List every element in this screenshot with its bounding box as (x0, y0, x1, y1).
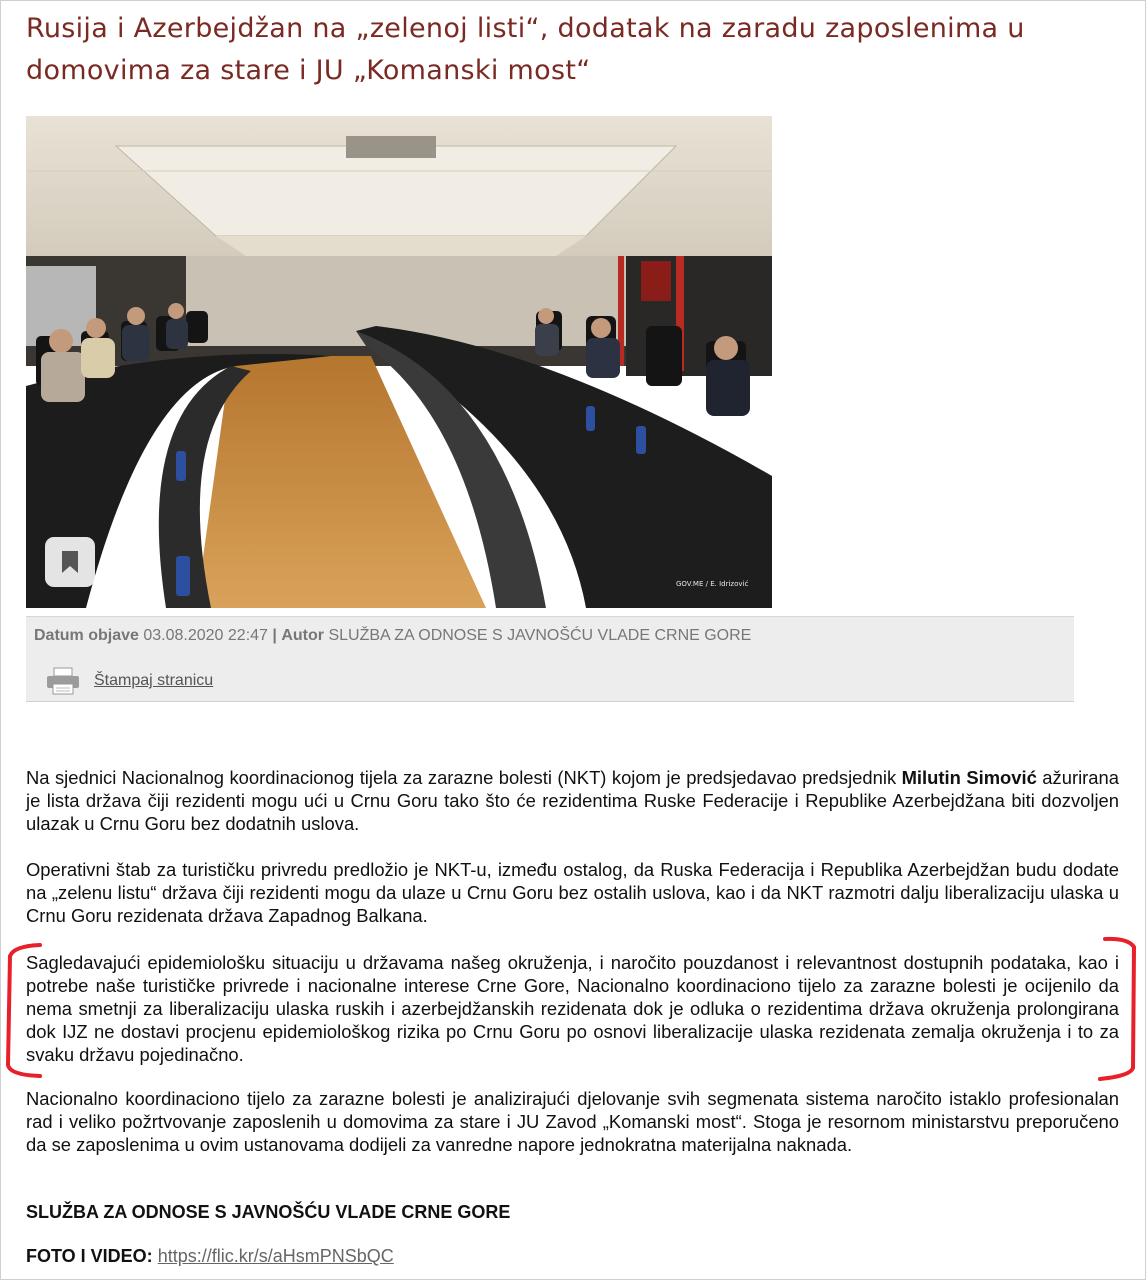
photo-credit: GOV.ME / E. Idrizović (676, 580, 749, 588)
print-page-row[interactable] (46, 665, 213, 697)
p1-text-end: ažurirana je lista država čiji rezidenti mogu ući u Crnu Goru tako što će rezidentima Ruske Federacije i Republike Azerbejdžana biti dozvoljen ulazak u Crnu Goru bez dodatnih uslova. (26, 767, 1119, 834)
paragraph-1 (26, 766, 1119, 835)
foto-label: FOTO I VIDEO: (26, 1246, 153, 1266)
article-photo[interactable] (26, 116, 772, 608)
printer-icon[interactable] (46, 667, 80, 695)
paragraph-3: Sagledavajući epidemiološku situaciju u državama našeg okruženja, i naročito pouzdanost i relevantnost dostupnih podataka, kao i potrebe naše turističke privrede i nacionalne interese Crne Gore, Nacionalno koordinaciono tijelo za zarazne bolesti je ocijenilo da nema smetnji za liberalizaciju ulaska ruskih i azerbejdžanskih rezidenata dok je odluka o rezidentima država okruženja prolongirana dok IJZ ne dostavi procjenu epidemiološkog rizika po Crnu Goru po osnovi liberalizacije ulaska rezidenata zemalja okruženja i to za svaku državu pojedinačno. (26, 952, 1119, 1065)
print-page-link[interactable]: Štampaj stranicu (94, 672, 214, 689)
meta-line (34, 627, 751, 645)
p1-text-start: Na sjednici Nacionalnog koordinacionog tijela za zarazne bolesti (NKT) kojom je predsjedavao predsjednik (26, 767, 902, 788)
foto-link[interactable]: https://flic.kr/s/aHsmPNSbQC (157, 1246, 394, 1266)
signature: SLUŽBA ZA ODNOSE S JAVNOŠĆU VLADE CRNE GORE (26, 1202, 511, 1222)
article-title: Rusija i Azerbejdžan na „zelenoj listi“, dodatak na zaradu zaposlenima u domovima za stare i JU „Komanski most“ (26, 13, 1025, 86)
author-label: Autor (281, 627, 324, 644)
article-meta (26, 616, 1074, 702)
foto-line (26, 1246, 394, 1267)
date-label: Datum objave (34, 627, 139, 644)
meeting-room-photo (26, 116, 772, 608)
bookmark-button[interactable] (45, 537, 95, 587)
meta-separator: | (272, 627, 277, 644)
paragraph-4: Nacionalno koordinaciono tijelo za zarazne bolesti je analizirajući djelovanje svih segmenata sistema naročito istaklo profesionalan rad i veliko požrtvovanje zaposlenih u domovima za stare i JU Zavod „Komanski most“. Stoga je resornom ministarstvu preporučeno da se zaposlenima u ovim ustanovama dodijeli za vanredne napore jednokratna materijalna naknada. (26, 1088, 1119, 1155)
p1-bold-name: Milutin Simović (901, 767, 1037, 788)
bookmark-icon (61, 550, 79, 574)
date-value: 03.08.2020 22:47 (143, 627, 268, 644)
author-value: SLUŽBA ZA ODNOSE S JAVNOŠĆU VLADE CRNE GORE (328, 627, 752, 644)
paragraph-2: Operativni štab za turističku privredu predložio je NKT-u, između ostalog, da Ruska Federacija i Republika Azerbejdžan budu dodate na „zelenu listu“ država čiji rezidenti mogu da ulaze u Crnu Goru bez ostalih uslova, kao i da NKT razmotri dalju liberalizaciju ulaska u Crnu Goru rezidenata država Zapadnog Balkana. (26, 859, 1119, 926)
